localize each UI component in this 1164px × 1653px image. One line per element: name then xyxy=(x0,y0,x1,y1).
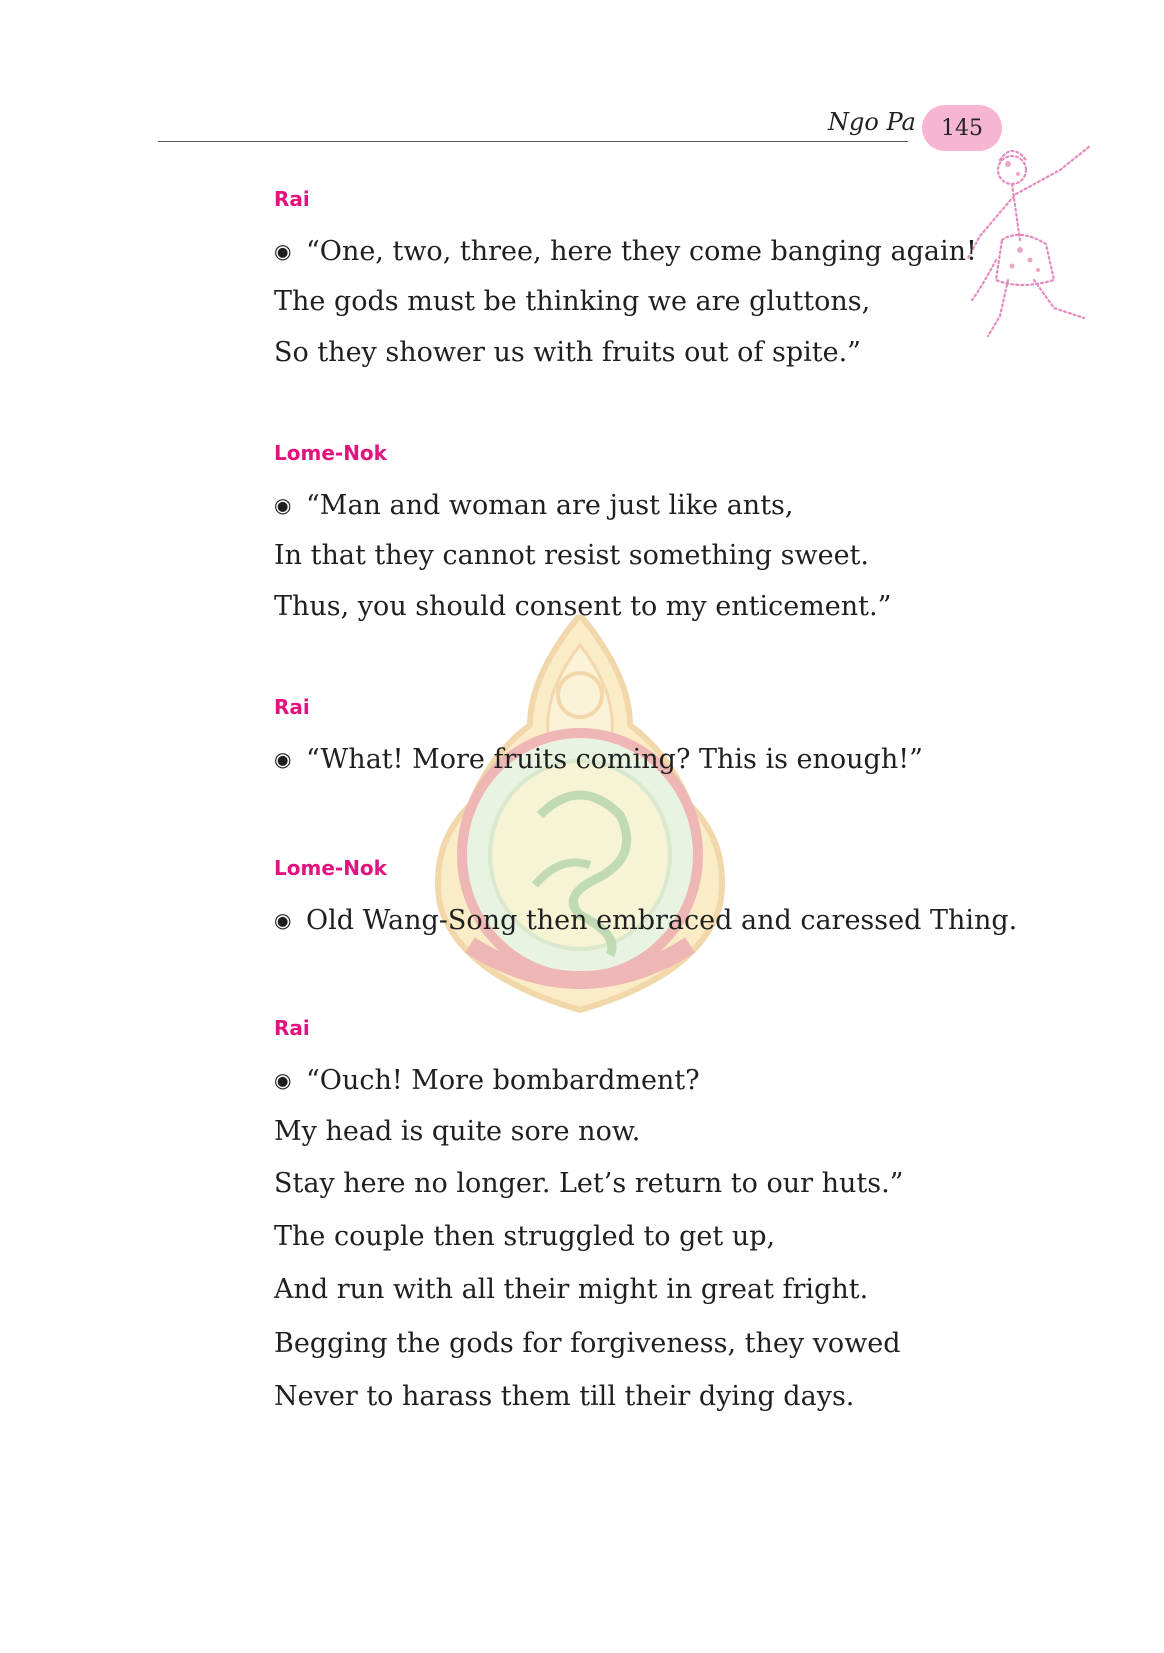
speaker-label: Rai xyxy=(274,1016,310,1040)
verse-line: Begging the gods for forgiveness, they vowed xyxy=(274,1328,901,1359)
speaker-label: Lome-Nok xyxy=(274,856,387,880)
verse-line: Stay here no longer. Let’s return to our huts.” xyxy=(274,1168,904,1199)
bullet-icon: ◉ xyxy=(274,1068,292,1092)
verse-line xyxy=(274,743,923,776)
speaker-label: Lome-Nok xyxy=(274,441,387,465)
verse-line xyxy=(274,489,794,522)
verse-line-text: “One, two, three, here they come banging again! xyxy=(306,236,977,267)
verse-line: So they shower us with fruits out of spite.” xyxy=(274,337,861,368)
verse-line-text: “Man and woman are just like ants, xyxy=(306,490,794,521)
verse-line: My head is quite sore now. xyxy=(274,1116,641,1147)
speaker-label: Rai xyxy=(274,695,310,719)
verse-line: Never to harass them till their dying days. xyxy=(274,1381,855,1412)
verse-line: And run with all their might in great fright. xyxy=(274,1274,869,1305)
verse-line: Thus, you should consent to my enticement.” xyxy=(274,591,892,622)
verse-line: The couple then struggled to get up, xyxy=(274,1221,776,1252)
verse-line-text: “What! More fruits coming? This is enough!” xyxy=(306,744,923,775)
header-rule xyxy=(158,141,908,142)
verse-line-text: Old Wang-Song then embraced and caressed Thing. xyxy=(306,905,1018,936)
speaker-label: Rai xyxy=(274,187,310,211)
bullet-icon: ◉ xyxy=(274,747,292,771)
verse-line: The gods must be thinking we are gluttons, xyxy=(274,286,871,317)
page-number: 145 xyxy=(941,115,983,141)
running-head: Ngo Pa xyxy=(828,108,916,136)
emblem-watermark-icon xyxy=(430,615,730,1015)
verse-line xyxy=(274,235,977,268)
verse-line-text: “Ouch! More bombardment? xyxy=(306,1065,700,1096)
verse-line xyxy=(274,904,1017,937)
verse-line xyxy=(274,1064,700,1097)
bullet-icon: ◉ xyxy=(274,908,292,932)
verse-line: In that they cannot resist something sweet. xyxy=(274,540,869,571)
bullet-icon: ◉ xyxy=(274,493,292,517)
bullet-icon: ◉ xyxy=(274,239,292,263)
